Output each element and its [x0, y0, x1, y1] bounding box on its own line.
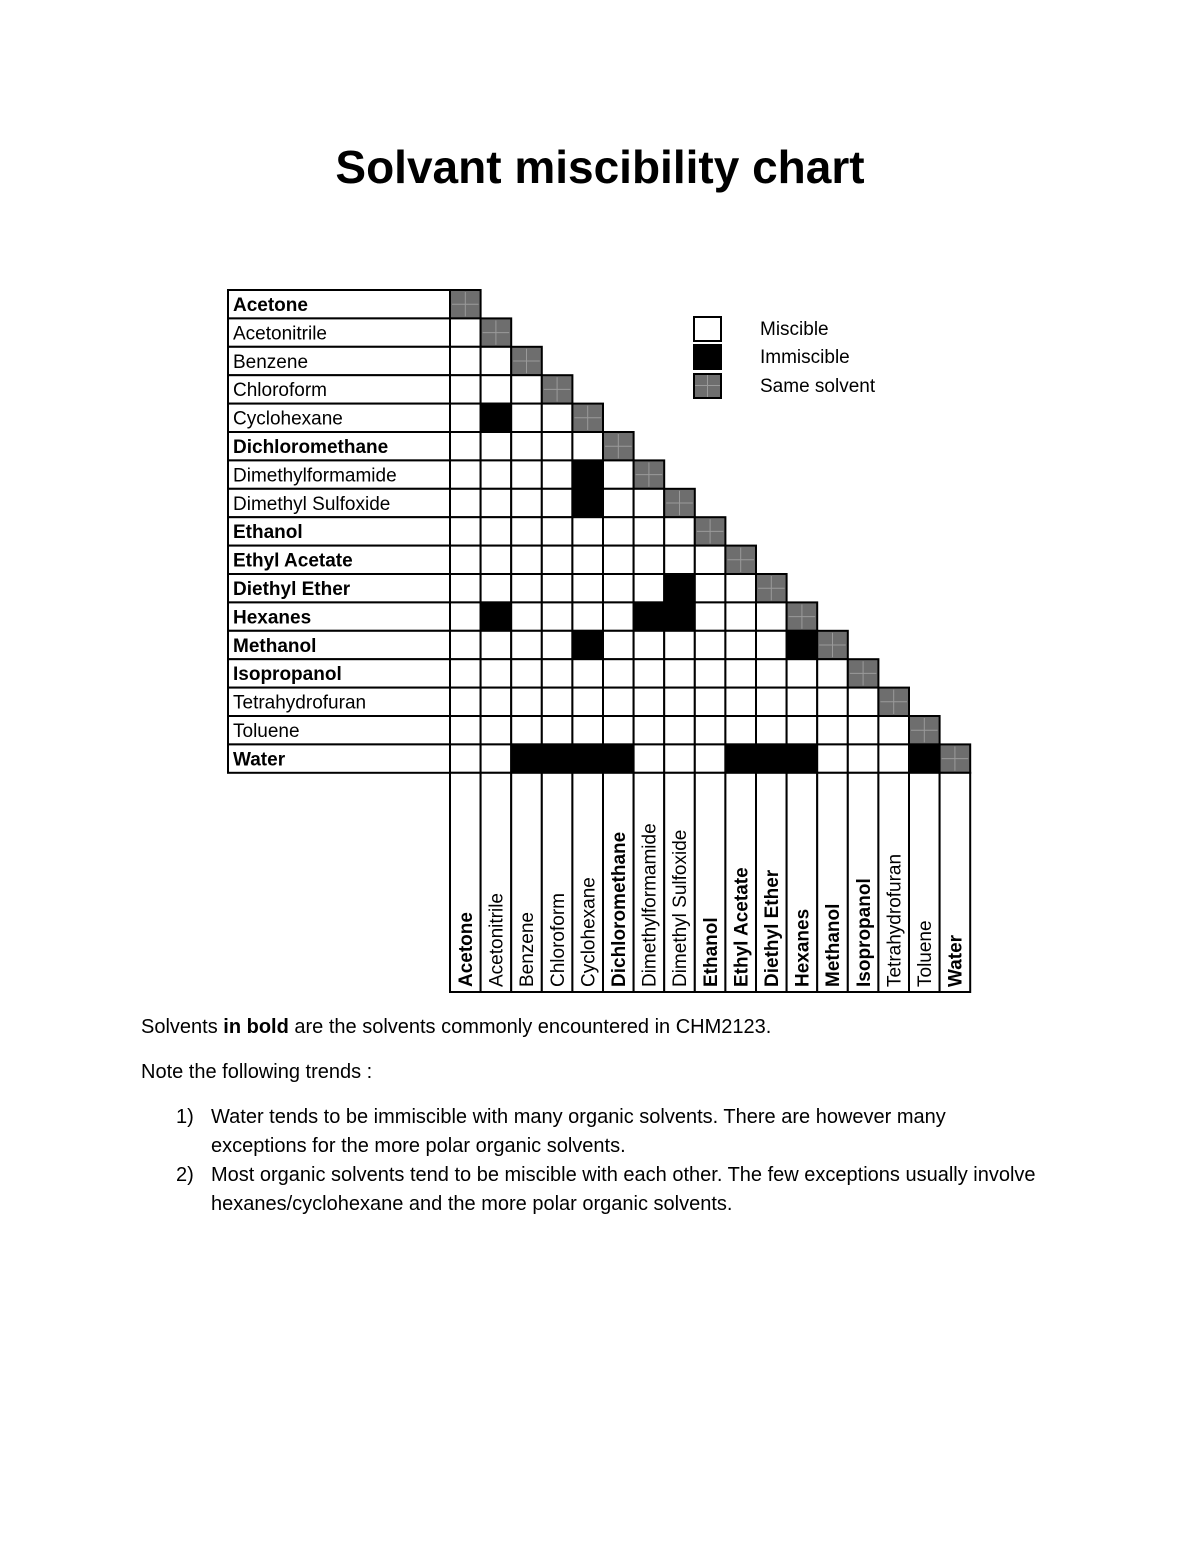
cell-tetrahydrofuran-chloroform-miscible — [542, 688, 573, 716]
cell-isopropanol-dichloromethane-miscible — [603, 659, 634, 687]
cell-tetrahydrofuran-acetone-miscible — [450, 688, 481, 716]
cell-chloroform-acetone-miscible — [450, 375, 481, 403]
cell-water-acetone-miscible — [450, 744, 481, 772]
legend-label-same-solvent: Same solvent — [760, 375, 876, 397]
immiscible-swatch — [693, 344, 722, 370]
cell-methanol-hexanes-immiscible — [787, 631, 818, 659]
cell-tetrahydrofuran-isopropanol-miscible — [848, 688, 879, 716]
row-label-tetrahydrofuran: Tetrahydrofuran — [233, 692, 367, 714]
cell-dimethyl-sulfoxide-dimethylformamide-miscible — [634, 489, 665, 517]
cell-ethyl-acetate-cyclohexane-miscible — [572, 546, 603, 574]
cell-water-tetrahydrofuran-miscible — [878, 744, 909, 772]
cell-ethyl-acetate-dichloromethane-miscible — [603, 546, 634, 574]
cell-water-ethanol-miscible — [695, 744, 726, 772]
cell-ethyl-acetate-acetonitrile-miscible — [481, 546, 512, 574]
cell-toluene-methanol-miscible — [817, 716, 848, 744]
cell-dimethylformamide-acetonitrile-miscible — [481, 460, 512, 488]
cell-water-diethyl-ether-immiscible — [756, 744, 787, 772]
cell-toluene-tetrahydrofuran-miscible — [878, 716, 909, 744]
cell-ethanol-chloroform-miscible — [542, 517, 573, 545]
cell-methanol-dimethylformamide-miscible — [634, 631, 665, 659]
cell-diethyl-ether-benzene-miscible — [511, 574, 542, 602]
cell-isopropanol-benzene-miscible — [511, 659, 542, 687]
legend-label-immiscible: Immiscible — [760, 347, 850, 369]
cell-toluene-isopropanol-miscible — [848, 716, 879, 744]
col-label-toluene: Toluene — [915, 920, 936, 987]
row-label-ethanol: Ethanol — [233, 522, 303, 544]
trends-intro: Note the following trends : — [141, 1061, 373, 1083]
list-item: 1) Water tends to be immiscible with many organic solvents. There are however many exceptions for the more polar organic solvents. — [176, 1106, 946, 1157]
row-label-acetone: Acetone — [233, 295, 308, 316]
cell-hexanes-dichloromethane-miscible — [603, 602, 634, 630]
cell-diethyl-ether-dichloromethane-miscible — [603, 574, 634, 602]
cell-ethanol-acetonitrile-miscible — [481, 517, 512, 545]
cell-isopropanol-ethyl-acetate-miscible — [725, 659, 756, 687]
cell-dimethylformamide-chloroform-miscible — [542, 460, 573, 488]
row-label-benzene: Benzene — [233, 351, 309, 373]
cell-diethyl-ether-acetonitrile-miscible — [481, 574, 512, 602]
cell-hexanes-acetonitrile-immiscible — [481, 602, 512, 630]
cell-isopropanol-diethyl-ether-miscible — [756, 659, 787, 687]
cell-ethyl-acetate-benzene-miscible — [511, 546, 542, 574]
col-label-ethanol: Ethanol — [700, 917, 722, 987]
cell-isopropanol-acetone-miscible — [450, 659, 481, 687]
cell-dichloromethane-benzene-miscible — [511, 432, 542, 460]
cell-isopropanol-hexanes-miscible — [787, 659, 818, 687]
cell-cyclohexane-acetone-miscible — [450, 404, 481, 432]
cell-ethyl-acetate-dimethylformamide-miscible — [634, 546, 665, 574]
cell-toluene-hexanes-miscible — [787, 716, 818, 744]
cell-cyclohexane-acetonitrile-immiscible — [481, 404, 512, 432]
col-label-isopropanol: Isopropanol — [853, 878, 875, 987]
cell-methanol-ethyl-acetate-miscible — [725, 631, 756, 659]
col-label-benzene: Benzene — [517, 911, 539, 987]
col-label-acetonitrile: Acetonitrile — [486, 893, 508, 987]
cell-ethanol-cyclohexane-miscible — [572, 517, 603, 545]
row-label-toluene: Toluene — [233, 721, 300, 742]
cell-methanol-cyclohexane-immiscible — [572, 631, 603, 659]
cell-tetrahydrofuran-dimethylformamide-miscible — [634, 688, 665, 716]
cell-hexanes-ethyl-acetate-miscible — [725, 602, 756, 630]
cell-water-dichloromethane-immiscible — [603, 744, 634, 772]
cell-ethanol-dimethylformamide-miscible — [634, 517, 665, 545]
col-label-dichloromethane: Dichloromethane — [609, 831, 630, 987]
cell-hexanes-diethyl-ether-miscible — [756, 602, 787, 630]
col-label-acetone: Acetone — [456, 912, 477, 987]
cell-isopropanol-acetonitrile-miscible — [481, 659, 512, 687]
cell-toluene-benzene-miscible — [511, 716, 542, 744]
cell-ethyl-acetate-chloroform-miscible — [542, 546, 573, 574]
cell-toluene-acetone-miscible — [450, 716, 481, 744]
row-label-diethyl-ether: Diethyl Ether — [233, 579, 351, 600]
row-label-hexanes: Hexanes — [233, 607, 312, 629]
cell-methanol-diethyl-ether-miscible — [756, 631, 787, 659]
cell-diethyl-ether-ethanol-miscible — [695, 574, 726, 602]
cell-tetrahydrofuran-acetonitrile-miscible — [481, 688, 512, 716]
cell-isopropanol-methanol-miscible — [817, 659, 848, 687]
cell-ethyl-acetate-ethanol-miscible — [695, 546, 726, 574]
cell-dimethylformamide-acetone-miscible — [450, 460, 481, 488]
cell-water-hexanes-immiscible — [787, 744, 818, 772]
cell-dichloromethane-cyclohexane-miscible — [572, 432, 603, 460]
row-label-dimethyl-sulfoxide: Dimethyl Sulfoxide — [233, 493, 391, 515]
cell-dimethyl-sulfoxide-acetonitrile-miscible — [481, 489, 512, 517]
cell-dimethylformamide-benzene-miscible — [511, 460, 542, 488]
cell-dichloromethane-chloroform-miscible — [542, 432, 573, 460]
cell-methanol-dichloromethane-miscible — [603, 631, 634, 659]
cell-ethanol-dimethyl-sulfoxide-miscible — [664, 517, 695, 545]
cell-water-methanol-miscible — [817, 744, 848, 772]
cell-dimethyl-sulfoxide-benzene-miscible — [511, 489, 542, 517]
cell-methanol-acetonitrile-miscible — [481, 631, 512, 659]
cell-diethyl-ether-dimethyl-sulfoxide-immiscible — [664, 574, 695, 602]
cell-dimethyl-sulfoxide-acetone-miscible — [450, 489, 481, 517]
cell-ethyl-acetate-acetone-miscible — [450, 546, 481, 574]
cell-toluene-cyclohexane-miscible — [572, 716, 603, 744]
cell-water-toluene-immiscible — [909, 744, 940, 772]
cell-dimethyl-sulfoxide-cyclohexane-immiscible — [572, 489, 603, 517]
cell-tetrahydrofuran-methanol-miscible — [817, 688, 848, 716]
cell-tetrahydrofuran-ethanol-miscible — [695, 688, 726, 716]
cell-ethanol-benzene-miscible — [511, 517, 542, 545]
cell-hexanes-cyclohexane-miscible — [572, 602, 603, 630]
miscible-swatch — [693, 316, 722, 342]
cell-toluene-acetonitrile-miscible — [481, 716, 512, 744]
cell-tetrahydrofuran-benzene-miscible — [511, 688, 542, 716]
cell-tetrahydrofuran-hexanes-miscible — [787, 688, 818, 716]
cell-dichloromethane-acetone-miscible — [450, 432, 481, 460]
cell-toluene-diethyl-ether-miscible — [756, 716, 787, 744]
cell-cyclohexane-chloroform-miscible — [542, 404, 573, 432]
cell-isopropanol-dimethylformamide-miscible — [634, 659, 665, 687]
page-title: Solvant miscibility chart — [335, 141, 865, 193]
cell-hexanes-dimethyl-sulfoxide-immiscible — [664, 602, 695, 630]
cell-water-benzene-immiscible — [511, 744, 542, 772]
col-label-dimethylformamide: Dimethylformamide — [639, 823, 661, 987]
col-label-cyclohexane: Cyclohexane — [578, 877, 600, 987]
row-label-cyclohexane: Cyclohexane — [233, 408, 343, 430]
cell-methanol-benzene-miscible — [511, 631, 542, 659]
cell-dimethylformamide-dichloromethane-miscible — [603, 460, 634, 488]
cell-acetonitrile-acetone-miscible — [450, 318, 481, 346]
cell-chloroform-acetonitrile-miscible — [481, 375, 512, 403]
cell-dimethylformamide-cyclohexane-immiscible — [572, 460, 603, 488]
cell-hexanes-acetone-miscible — [450, 602, 481, 630]
cell-isopropanol-dimethyl-sulfoxide-miscible — [664, 659, 695, 687]
col-label-tetrahydrofuran: Tetrahydrofuran — [884, 853, 906, 987]
cell-hexanes-chloroform-miscible — [542, 602, 573, 630]
row-label-dimethylformamide: Dimethylformamide — [233, 465, 397, 487]
cell-methanol-chloroform-miscible — [542, 631, 573, 659]
cell-isopropanol-ethanol-miscible — [695, 659, 726, 687]
cell-water-dimethyl-sulfoxide-miscible — [664, 744, 695, 772]
col-label-diethyl-ether: Diethyl Ether — [762, 869, 783, 987]
cell-cyclohexane-benzene-miscible — [511, 404, 542, 432]
row-label-water: Water — [233, 749, 286, 771]
cell-hexanes-ethanol-miscible — [695, 602, 726, 630]
row-label-acetonitrile: Acetonitrile — [233, 323, 327, 345]
cell-ethanol-dichloromethane-miscible — [603, 517, 634, 545]
row-label-ethyl-acetate: Ethyl Acetate — [233, 550, 353, 572]
cell-toluene-ethanol-miscible — [695, 716, 726, 744]
cell-diethyl-ether-cyclohexane-miscible — [572, 574, 603, 602]
cell-water-ethyl-acetate-immiscible — [725, 744, 756, 772]
cell-tetrahydrofuran-dichloromethane-miscible — [603, 688, 634, 716]
cell-water-cyclohexane-immiscible — [572, 744, 603, 772]
cell-methanol-ethanol-miscible — [695, 631, 726, 659]
cell-isopropanol-cyclohexane-miscible — [572, 659, 603, 687]
row-label-methanol: Methanol — [233, 635, 317, 657]
cell-water-isopropanol-miscible — [848, 744, 879, 772]
cell-diethyl-ether-ethyl-acetate-miscible — [725, 574, 756, 602]
trends-list — [141, 1103, 1041, 1219]
cell-ethyl-acetate-dimethyl-sulfoxide-miscible — [664, 546, 695, 574]
notes — [141, 1013, 1041, 1219]
cell-toluene-dimethyl-sulfoxide-miscible — [664, 716, 695, 744]
cell-water-dimethylformamide-miscible — [634, 744, 665, 772]
cell-methanol-dimethyl-sulfoxide-miscible — [664, 631, 695, 659]
cell-methanol-acetone-miscible — [450, 631, 481, 659]
cell-toluene-ethyl-acetate-miscible — [725, 716, 756, 744]
col-label-hexanes: Hexanes — [792, 908, 814, 987]
cell-hexanes-benzene-miscible — [511, 602, 542, 630]
cell-water-acetonitrile-miscible — [481, 744, 512, 772]
col-label-ethyl-acetate: Ethyl Acetate — [731, 867, 753, 987]
cell-diethyl-ether-chloroform-miscible — [542, 574, 573, 602]
cell-hexanes-dimethylformamide-immiscible — [634, 602, 665, 630]
cell-diethyl-ether-dimethylformamide-miscible — [634, 574, 665, 602]
cell-diethyl-ether-acetone-miscible — [450, 574, 481, 602]
cell-benzene-acetone-miscible — [450, 347, 481, 375]
col-label-chloroform: Chloroform — [547, 893, 569, 987]
same-solvent-swatch — [693, 373, 722, 399]
legend-label-miscible: Miscible — [760, 319, 829, 340]
cell-tetrahydrofuran-dimethyl-sulfoxide-miscible — [664, 688, 695, 716]
cell-water-chloroform-immiscible — [542, 744, 573, 772]
cell-toluene-dichloromethane-miscible — [603, 716, 634, 744]
col-label-dimethyl-sulfoxide: Dimethyl Sulfoxide — [670, 829, 692, 987]
cell-dimethyl-sulfoxide-dichloromethane-miscible — [603, 489, 634, 517]
cell-tetrahydrofuran-ethyl-acetate-miscible — [725, 688, 756, 716]
row-label-chloroform: Chloroform — [233, 380, 327, 402]
cell-toluene-chloroform-miscible — [542, 716, 573, 744]
row-label-dichloromethane: Dichloromethane — [233, 437, 389, 458]
cell-isopropanol-chloroform-miscible — [542, 659, 573, 687]
row-label-isopropanol: Isopropanol — [233, 664, 342, 686]
list-item: 2) Most organic solvents tend to be miscible with each other. The few exceptions usually involve hexanes/cyclohexane and the more polar organic solvents. — [176, 1164, 1036, 1215]
cell-dimethyl-sulfoxide-chloroform-miscible — [542, 489, 573, 517]
cell-tetrahydrofuran-cyclohexane-miscible — [572, 688, 603, 716]
cell-benzene-acetonitrile-miscible — [481, 347, 512, 375]
col-label-water: Water — [945, 934, 967, 987]
col-label-methanol: Methanol — [823, 903, 845, 987]
cell-chloroform-benzene-miscible — [511, 375, 542, 403]
cell-toluene-dimethylformamide-miscible — [634, 716, 665, 744]
cell-ethanol-acetone-miscible — [450, 517, 481, 545]
bold-note: Solvents in bold are the solvents commonly encountered in CHM2123. — [141, 1016, 772, 1038]
cell-tetrahydrofuran-diethyl-ether-miscible — [756, 688, 787, 716]
cell-dichloromethane-acetonitrile-miscible — [481, 432, 512, 460]
